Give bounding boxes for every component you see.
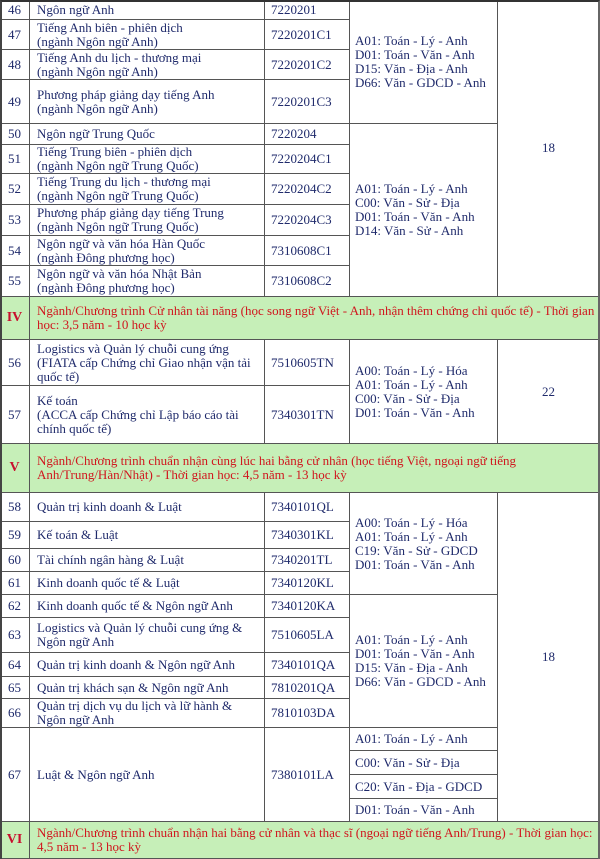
group-c-program-code-text: 7340301KL [271, 527, 334, 542]
section-v-title-text: Ngành/Chương trình chuẩn nhận cùng lúc hai bằng cử nhân (học tiếng Việt, ngoại ngữ tiếng Anh/Trung/Hàn/Nhật) - Thời gian học: 4,5 năm - 13 học kỳ [37, 453, 516, 482]
group-a-program-code-text: 7220204C2 [271, 181, 332, 196]
group-a-program-code [265, 80, 350, 124]
group-c-program-name-text: Quản trị kinh doanh & Ngôn ngữ Anh [37, 656, 236, 672]
group-c-program-code-text: 7340101QA [271, 656, 336, 672]
group-c-subjects-english-text: A01: Toán - Lý - Anh D01: Toán - Văn - Anh D15: Văn - Địa - Anh D66: Văn - GDCD - Anh [355, 632, 486, 689]
group-b-program-name-text: Logistics và Quản lý chuỗi cung ứng (FIATA cấp Chứng chỉ Giao nhận vận tải quốc tế) [37, 340, 251, 384]
group-a-row-number-text: 53 [8, 212, 21, 227]
group-c-program-name [30, 572, 265, 595]
group-b-row-number [0, 340, 30, 386]
group-c-program-name [30, 677, 265, 699]
group-c-row-number [0, 618, 30, 653]
group-a-program-name [30, 205, 265, 236]
group-a-program-name-text: Tiếng Anh du lịch - thương mại (ngành Ngôn ngữ Anh) [37, 49, 202, 79]
group-a-program-name [30, 0, 265, 20]
group-a-quota [498, 0, 600, 297]
group-c-program-code-text: 7810103DA [271, 705, 336, 720]
group-a-program-code [265, 205, 350, 236]
group-a-program-code-text: 7220201C1 [271, 26, 332, 42]
group-a-program-code-text: 7310608C1 [271, 242, 332, 258]
group-c-row-number-text: 61 [8, 575, 21, 590]
group-a-program-name [30, 145, 265, 174]
group-a-row-number-text: 51 [8, 151, 21, 166]
group-c-program-code [265, 572, 350, 595]
group-a-row-number [0, 266, 30, 297]
group-b-row-number-text: 57 [8, 406, 21, 422]
group-a-program-code-text: 7220204C3 [271, 212, 332, 227]
group-c-program-name [30, 699, 265, 728]
section-v-title [30, 444, 600, 493]
group-c-row-number [0, 522, 30, 549]
group-b-program-name [30, 340, 265, 386]
group-c-subject-combination-text: C00: Văn - Sử - Địa [355, 754, 460, 770]
group-a-program-name [30, 50, 265, 80]
group-b-subjects [350, 340, 498, 444]
group-a-program-code [265, 266, 350, 297]
group-a-program-code [265, 0, 350, 20]
group-c-program-code-text: 7340120KA [271, 598, 336, 613]
section-v-number [0, 444, 30, 493]
group-c-subject-combination-text: C20: Văn - Địa - GDCD [355, 778, 483, 794]
group-c-program-name-text: Quản trị khách sạn & Ngôn ngữ Anh [37, 679, 229, 695]
group-c-program-name [30, 618, 265, 653]
section-iv-number-text: IV [6, 310, 23, 325]
group-c-program-name [30, 549, 265, 572]
section-iv-title [30, 297, 600, 340]
group-c-row-number-text: 63 [8, 627, 21, 642]
group-a-row-number [0, 174, 30, 205]
group-c-row-number-text: 58 [8, 499, 21, 514]
group-c-program-name-text: Quản trị dịch vụ du lịch và lữ hành & Ngôn ngữ Anh [37, 698, 233, 727]
group-c-program-name-text: Kế toán & Luật [37, 527, 119, 542]
group-c-subject-combination [350, 751, 498, 775]
group-c-row-number-text: 64 [8, 656, 21, 672]
group-c-program-name [30, 728, 265, 822]
group-a-row-number-text: 52 [8, 181, 21, 196]
group-c-program-name [30, 595, 265, 618]
group-c-subject-combination-text: A01: Toán - Lý - Anh [355, 731, 468, 746]
group-a-program-name [30, 20, 265, 50]
group-a-program-code-text: 7220201C2 [271, 56, 332, 72]
group-c-subject-combination-text: D01: Toán - Văn - Anh [355, 802, 475, 817]
group-a-program-name [30, 266, 265, 297]
group-b-program-code [265, 340, 350, 386]
section-vi-number [0, 822, 30, 859]
group-c-program-name-text: Kinh doanh quốc tế & Luật [37, 575, 180, 590]
group-c-program-code-text: 7340120KL [271, 575, 334, 590]
group-b-program-code-text: 7510605TN [271, 354, 334, 370]
group-a-program-name-text: Ngôn ngữ và văn hóa Nhật Bản (ngành Đông phương học) [37, 266, 202, 295]
group-c-row-number-text: 67 [8, 766, 21, 782]
group-c-program-code-text: 7340101QL [271, 499, 334, 514]
group-a-program-code [265, 124, 350, 145]
group-a-program-code [265, 145, 350, 174]
group-a-program-code [265, 174, 350, 205]
group-a-row-number [0, 80, 30, 124]
group-c-quota-text: 18 [542, 649, 555, 664]
group-a-row-number-text: 47 [8, 26, 21, 42]
group-a-row-number-text: 55 [8, 273, 21, 288]
group-c-row-number-text: 66 [8, 705, 21, 720]
group-a-program-code [265, 20, 350, 50]
group-c-subject-combination [350, 799, 498, 822]
group-a-program-code-text: 7220201C3 [271, 93, 332, 109]
group-a-row-number [0, 50, 30, 80]
group-c-subjects-law [350, 493, 498, 595]
group-c-row-number-text: 62 [8, 598, 21, 613]
group-b-program-code [265, 386, 350, 444]
group-a-program-code-text: 7220204C1 [271, 151, 332, 166]
group-a-program-name-text: Tiếng Anh biên - phiên dịch (ngành Ngôn ngữ Anh) [37, 19, 183, 49]
section-iv-title-text: Ngành/Chương trình Cử nhân tài năng (học song ngữ Việt - Anh, nhận thêm chứng chỉ quốc tế) - Thời gian học: 3,5 năm - 10 học kỳ [37, 303, 595, 332]
group-a-program-name-text: Ngôn ngữ Trung Quốc [37, 126, 155, 141]
group-b-row-number-text: 56 [8, 354, 21, 370]
group-c-row-number [0, 653, 30, 677]
group-c-program-code [265, 677, 350, 699]
group-c-subject-combination [350, 728, 498, 751]
group-c-subjects-law-text: A00: Toán - Lý - Hóa A01: Toán - Lý - Anh C19: Văn - Sử - GDCD D01: Toán - Văn - Anh [355, 514, 478, 572]
section-v-number-text: V [9, 460, 20, 475]
group-a-program-name [30, 124, 265, 145]
group-a-program-name-text: Tiếng Trung du lịch - thương mại (ngành Ngôn ngữ Trung Quốc) [37, 174, 211, 203]
group-a-program-code-text: 7220201 [271, 1, 317, 17]
group-a-quota-text: 18 [542, 140, 555, 155]
group-c-program-code [265, 595, 350, 618]
group-c-program-code-text: 7340201TL [271, 552, 333, 567]
group-a-program-code-text: 7220204 [271, 126, 317, 141]
group-a-program-name [30, 174, 265, 205]
group-a-subjects-chinese-text: A01: Toán - Lý - Anh C00: Văn - Sử - Địa D01: Toán - Văn - Anh D14: Văn - Sử - Anh [355, 181, 475, 238]
group-c-program-code [265, 522, 350, 549]
group-b-subjects-text: A00: Toán - Lý - Hóa A01: Toán - Lý - Anh C00: Văn - Sử - Địa D01: Toán - Văn - Anh [355, 362, 475, 420]
group-c-subject-combination [350, 775, 498, 799]
section-vi-title-text: Ngành/Chương trình chuẩn nhận hai bằng cử nhân và thạc sĩ (ngoại ngữ tiếng Anh/Trung) - Thời gian học: 4,5 năm - 13 học kỳ [37, 825, 593, 854]
group-a-subjects-english [350, 0, 498, 124]
group-c-program-name-text: Quản trị kinh doanh & Luật [37, 499, 182, 514]
group-a-program-name-text: Ngôn ngữ Anh [37, 1, 115, 17]
group-c-program-code [265, 493, 350, 522]
group-c-row-number [0, 493, 30, 522]
group-c-program-name [30, 493, 265, 522]
group-c-row-number-text: 60 [8, 552, 21, 567]
group-c-row-number [0, 728, 30, 822]
group-a-subjects-chinese [350, 124, 498, 297]
group-c-program-code-text: 7810201QA [271, 679, 336, 695]
group-a-program-name [30, 80, 265, 124]
group-a-row-number [0, 205, 30, 236]
group-b-program-code-text: 7340301TN [271, 406, 334, 422]
group-a-program-name [30, 236, 265, 266]
group-a-program-name-text: Phương pháp giảng dạy tiếng Anh (ngành Ngôn ngữ Anh) [37, 86, 215, 116]
group-a-program-name-text: Ngôn ngữ và văn hóa Hàn Quốc (ngành Đông phương học) [37, 235, 206, 265]
group-c-program-name-text: Logistics và Quản lý chuỗi cung ứng & Ngôn ngữ Anh [37, 620, 243, 649]
group-a-row-number-text: 46 [8, 1, 21, 17]
group-c-quota [498, 493, 600, 822]
group-b-quota [498, 340, 600, 444]
section-vi-number-text: VI [6, 832, 23, 847]
group-c-program-code [265, 699, 350, 728]
group-c-row-number [0, 549, 30, 572]
group-c-program-name-text: Tài chính ngân hàng & Luật [37, 552, 184, 567]
group-a-program-name-text: Tiếng Trung biên - phiên dịch (ngành Ngôn ngữ Trung Quốc) [37, 144, 199, 173]
group-c-row-number-text: 65 [8, 679, 21, 695]
group-a-program-code [265, 50, 350, 80]
group-a-row-number [0, 124, 30, 145]
group-b-quota-text: 22 [542, 383, 555, 399]
group-c-program-code-text: 7510605LA [271, 627, 334, 642]
group-c-row-number [0, 677, 30, 699]
group-c-row-number [0, 595, 30, 618]
group-a-row-number [0, 145, 30, 174]
group-c-program-name [30, 653, 265, 677]
group-c-row-number [0, 572, 30, 595]
group-a-program-name-text: Phương pháp giảng dạy tiếng Trung (ngành Ngôn ngữ Trung Quốc) [37, 205, 224, 234]
group-a-row-number-text: 50 [8, 126, 21, 141]
group-a-row-number-text: 54 [8, 242, 21, 258]
group-b-program-name [30, 386, 265, 444]
group-c-program-code-text: 7380101LA [271, 766, 334, 782]
group-a-row-number [0, 20, 30, 50]
group-c-program-code [265, 653, 350, 677]
section-vi-title [30, 822, 600, 859]
group-c-program-code [265, 549, 350, 572]
group-a-subjects-english-text: A01: Toán - Lý - Anh D01: Toán - Văn - Anh D15: Văn - Địa - Anh D66: Văn - GDCD - Anh [355, 32, 486, 90]
group-b-row-number [0, 386, 30, 444]
group-c-subjects-english [350, 595, 498, 728]
group-c-row-number-text: 59 [8, 527, 21, 542]
group-c-row-number [0, 699, 30, 728]
group-a-row-number [0, 236, 30, 266]
group-b-program-name-text: Kế toán (ACCA cấp Chứng chỉ Lập báo cáo tài chính quốc tế) [37, 392, 239, 436]
group-c-program-name [30, 522, 265, 549]
group-c-program-name-text: Kinh doanh quốc tế & Ngôn ngữ Anh [37, 598, 233, 613]
group-a-row-number-text: 49 [8, 93, 21, 109]
section-iv-number [0, 297, 30, 340]
group-c-program-name-text: Luật & Ngôn ngữ Anh [37, 766, 155, 782]
group-c-program-code [265, 618, 350, 653]
group-a-program-code [265, 236, 350, 266]
group-c-program-code [265, 728, 350, 822]
group-a-row-number [0, 0, 30, 20]
group-a-row-number-text: 48 [8, 56, 21, 72]
group-a-program-code-text: 7310608C2 [271, 273, 332, 288]
